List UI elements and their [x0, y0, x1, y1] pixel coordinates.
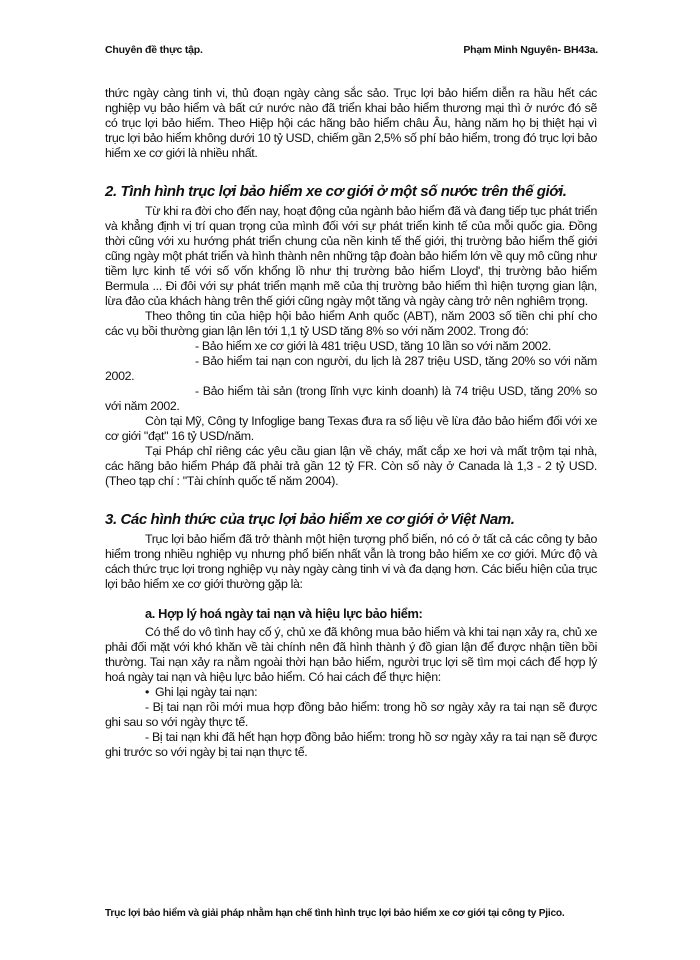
paragraph: Theo thông tin của hiệp hội bảo hiểm Anh quốc (ABT), năm 2003 số tiền chi phí cho các vụ bồi thường gian lận lên tới 1,1 tỷ USD tăng 8% so với năm 2002. Trong đó: [105, 309, 597, 338]
header-left: Chuyên đề thực tập. [105, 44, 203, 56]
list-item: - Bảo hiểm xe cơ giới là 481 triệu USD, tăng 10 lần so với năm 2002. [195, 339, 551, 353]
subsection-heading: a. Hợp lý hoá ngày tai nạn và hiệu lực bảo hiểm: [145, 606, 423, 621]
paragraph: - Bị tai nạn rồi mới mua hợp đồng bảo hiểm: trong hồ sơ ngày xảy ra tai nạn sẽ được ghi sau so với ngày thực tế. [105, 700, 597, 729]
paragraph: Còn tại Mỹ, Công ty Infoglige bang Texas đưa ra số liệu về lừa đảo bảo hiểm đối với xe cơ giới "đạt" 16 tỷ USD/năm. [105, 414, 597, 443]
paragraph: Có thể do vô tình hay cố ý, chủ xe đã không mua bảo hiểm và khi tai nạn xảy ra, chủ xe phải đối mặt với khó khăn về tài chính nên đã hình thành ý đồ gian lận để được nhận tiền bồi thường. Tai nạn xảy ra nằm ngoài thời hạn bảo hiểm, người trục lợi sẽ tìm mọi cách để hợp lý hoá ngày tai nạn và hiệu lực bảo hiểm. Có hai cách để thực hiện: [105, 625, 597, 684]
document-body [105, 86, 597, 760]
paragraph: Trục lợi bảo hiểm đã trở thành một hiện tượng phổ biến, nó có ở tất cả các công ty bảo hiểm trong nhiều nghiệp vụ nhưng phổ biến nhất vẫn là trong bảo hiểm xe cơ giới. Mức độ và cách thức trục lợi trong nghiệp vụ này ngày càng tinh vi và đa dạng hơn. Các biểu hiện của trục lợi bảo hiểm xe cơ giới thường gặp là: [105, 532, 597, 591]
bullet-icon: • [145, 685, 149, 699]
section-heading: 3. Các hình thức của trục lợi bảo hiểm xe cơ giới ở Việt Nam. [105, 511, 515, 528]
list-item: - Bảo hiểm tài sản (trong lĩnh vực kinh doanh) là 74 triệu USD, tăng 20% so với năm 2002. [105, 384, 597, 413]
section-heading: 2. Tình hình trục lợi bảo hiểm xe cơ giới ở một số nước trên thế giới. [105, 183, 567, 200]
spacer [105, 161, 597, 173]
paragraph: Từ khi ra đời cho đến nay, hoạt động của ngành bảo hiểm đã và đang tiếp tục phát triển và khẳng định vị trí quan trọng của mình đối với sự phát triển kinh tế của mỗi quốc gia. Đồng thời cũng với xu hướng phát triển chung của nền kinh tế thế giới, thị trường bảo hiểm thế giới cũng ngày một phát triển và hình thành nên những tập đoàn bảo hiểm lớn về quy mô cũng như tiềm lực kinh tế với số vốn khổng lồ như thị trường bảo hiểm Lloyd', thị trường bảo hiểm Bermula ... Đi đôi với sự phát triển mạnh mẽ của thị trường bảo hiểm thì hiện tượng gian lận, lừa đảo của khách hàng trên thế giới cũng ngày một tăng và ngày càng trở nên nghiêm trọng. [105, 204, 597, 308]
page-footer: Trục lợi bảo hiểm và giải pháp nhằm hạn chế tình hình trục lợi bảo hiểm xe cơ giới tại công ty Pjico. [105, 908, 565, 919]
spacer [105, 489, 597, 501]
paragraph: thức ngày càng tinh vi, thủ đoạn ngày càng sắc sảo. Trục lợi bảo hiểm diễn ra hầu hết các nghiệp vụ bảo hiểm và bất cứ nước nào đã triển khai bảo hiểm thương mại thì ở nước đó sẽ có trục lợi bảo hiểm. Theo Hiệp hội các hãng bảo hiểm châu Âu, hàng năm họ bị thiệt hại vì trục lợi bảo hiểm không dưới 10 tỷ USD, chiếm gần 2,5% số phí bảo hiểm, trong đó trục lợi bảo hiểm xe cơ giới là nhiều nhất. [105, 86, 597, 160]
paragraph: - Bị tai nạn khi đã hết hạn hợp đồng bảo hiểm: trong hồ sơ ngày xảy ra tai nạn sẽ được ghi trước so với ngày bị tai nạn thực tế. [105, 730, 597, 759]
header-right: Phạm Minh Nguyên- BH43a. [463, 44, 598, 56]
bullet-item [105, 685, 597, 700]
page-header [105, 44, 598, 60]
bullet-text: Ghi lại ngày tai nạn: [155, 685, 258, 699]
list-item: - Bảo hiểm tai nạn con người, du lịch là 287 triệu USD, tăng 20% so với năm 2002. [105, 354, 597, 383]
paragraph: Tại Pháp chỉ riêng các yêu cầu gian lận về cháy, mất cắp xe hơi và mất trộm tại nhà, các hãng bảo hiểm Pháp đã phải trả gần 12 tỷ FR. Còn số này ở Canada là 1,3 - 2 tỷ USD. (Theo tạp chí : "Tài chính quốc tế năm 2004). [105, 444, 597, 488]
